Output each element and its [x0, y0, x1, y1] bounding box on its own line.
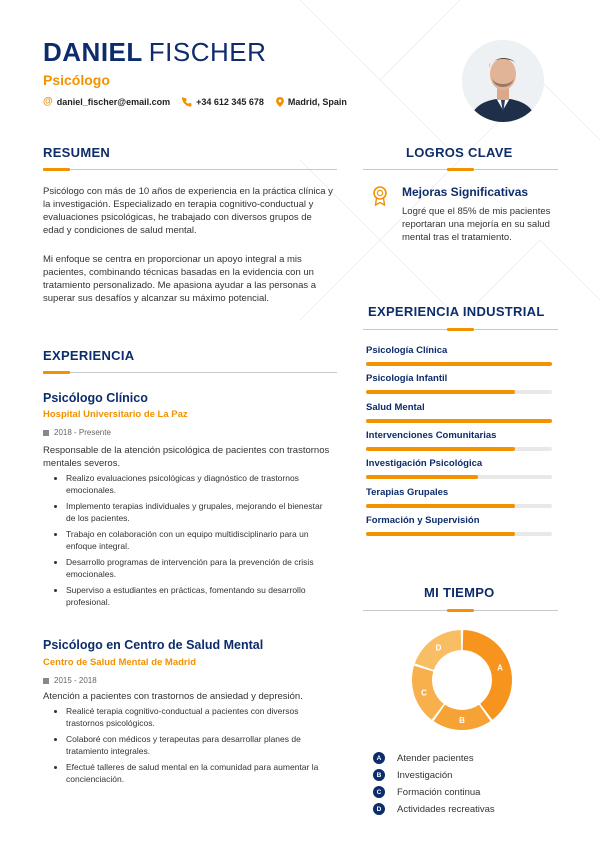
summary-heading: RESUMEN	[43, 145, 111, 160]
legend-label: Actividades recreativas	[397, 803, 495, 815]
skill-bar-track	[366, 362, 552, 366]
skill-bar-track	[366, 504, 552, 508]
legend-label: Formación continua	[397, 786, 481, 798]
job-bullet: Superviso a estudiantes en prácticas, fomentando su desarrollo profesional.	[52, 585, 332, 608]
skill-bar-fill	[366, 390, 515, 394]
job-2-bullets	[52, 706, 332, 790]
calendar-icon	[43, 678, 49, 684]
achievements-accent	[447, 168, 474, 171]
phone-text: +34 612 345 678	[196, 96, 264, 107]
legend-marker: A	[373, 752, 385, 764]
donut-label: A	[497, 663, 503, 673]
first-name: DANIEL	[43, 37, 143, 67]
legend-item	[373, 752, 474, 764]
donut-slice-a	[463, 630, 512, 720]
job-bullet: Realicé terapia cognitivo-conductual a pacientes con diversos trastornos psicológicos.	[52, 706, 332, 729]
skill-label: Psicología Clínica	[366, 345, 448, 356]
job-2-dates	[43, 676, 97, 685]
location-text: Madrid, Spain	[287, 96, 347, 107]
job-2-title: Psicólogo en Centro de Salud Mental	[43, 638, 264, 652]
skill-bar-fill	[366, 419, 552, 423]
donut-slice-c	[412, 666, 444, 720]
skill-bar-fill	[366, 447, 515, 451]
calendar-icon	[43, 430, 49, 436]
contact-phone[interactable]	[182, 97, 264, 107]
donut-label: D	[435, 643, 442, 653]
skill-item	[366, 515, 552, 536]
skill-label: Terapias Grupales	[366, 486, 449, 498]
full-name	[43, 36, 443, 68]
job-1-dates-text: 2018 - Presente	[54, 428, 111, 437]
achievement-title: Mejoras Significativas	[402, 185, 529, 199]
skill-bar-track	[366, 447, 552, 451]
legend-label: Atender pacientes	[397, 752, 474, 764]
skill-item	[366, 345, 552, 366]
time-heading: MI TIEMPO	[424, 585, 495, 600]
medal-icon	[372, 186, 388, 206]
job-1-dates	[43, 428, 111, 437]
profile-photo	[462, 40, 544, 122]
phone-icon	[182, 97, 192, 107]
achievement-text: Logré que el 85% de mis pacientes reportaran una mejoría en su salud mental tras el tratamiento.	[402, 206, 551, 243]
legend-item	[373, 769, 452, 781]
skill-bar-fill	[366, 504, 515, 508]
contact-email[interactable]	[43, 96, 170, 107]
summary-divider	[43, 169, 337, 170]
last-name: FISCHER	[148, 37, 267, 67]
legend-marker: D	[373, 803, 385, 815]
skill-bar-fill	[366, 362, 552, 366]
experience-heading: EXPERIENCIA	[43, 348, 135, 363]
summary-paragraph-2: Mi enfoque se centra en proporcionar un apoyo integral a mis pacientes, combinando técnicas basadas en la evidencia con un tratamiento personalizado. Me apasiona ayudar a las personas a superar sus desafíos y alcanzar su máximo potencial.	[43, 254, 317, 304]
time-donut-chart	[397, 615, 527, 745]
summary-paragraph-1: Psicólogo con más de 10 años de experiencia en la práctica clínica y la investigación. Especializado en terapia cognitivo-conductual y evaluaciones psicológicas, he trabajado con diversos grupos de edad y condiciones de salud mental.	[43, 186, 333, 236]
job-bullet: Implemento terapias individuales y grupales, mejorando el bienestar de los pacientes.	[52, 501, 332, 524]
job-bullet: Colaboré con médicos y terapeutas para desarrollar planes de tratamiento integrales.	[52, 734, 332, 757]
skill-label: Salud Mental	[366, 401, 425, 413]
skills-heading: EXPERIENCIA INDUSTRIAL	[368, 304, 545, 319]
skills-accent	[447, 328, 474, 331]
skill-item	[366, 402, 552, 423]
summary-accent	[43, 168, 70, 171]
job-bullet: Efectué talleres de salud mental en la comunidad para aumentar la concienciación.	[52, 762, 332, 785]
job-1-bullets	[52, 473, 332, 613]
experience-accent	[43, 371, 70, 374]
job-bullet: Realizo evaluaciones psicológicas y diagnóstico de trastornos emocionales.	[52, 473, 332, 496]
job-bullet: Trabajo en colaboración con un equipo multidisciplinario para un enfoque integral.	[52, 529, 332, 552]
job-1-title: Psicólogo Clínico	[43, 391, 148, 405]
donut-label: B	[459, 716, 465, 725]
legend-marker: C	[373, 786, 385, 798]
experience-divider	[43, 372, 337, 373]
legend-marker: B	[373, 769, 385, 781]
skill-bar-track	[366, 475, 552, 479]
skill-item	[366, 487, 552, 508]
job-bullet: Desarrollo programas de intervención para la prevención de crisis emocionales.	[52, 557, 332, 580]
legend-item	[373, 803, 495, 815]
skill-bar-track	[366, 532, 552, 536]
skill-label: Investigación Psicológica	[366, 458, 483, 470]
time-accent	[447, 609, 474, 612]
skill-item	[366, 430, 552, 451]
skill-bar-fill	[366, 532, 515, 536]
job-2-dates-text: 2015 - 2018	[54, 676, 97, 685]
contact-location	[276, 97, 347, 107]
job-1-company: Hospital Universitario de La Paz	[43, 409, 188, 420]
skill-label: Intervenciones Comunitarias	[366, 429, 497, 441]
skill-item	[366, 373, 552, 394]
location-pin-icon	[276, 97, 284, 107]
skill-label: Psicología Infantil	[366, 373, 448, 385]
job-1-description: Responsable de la atención psicológica de pacientes con trastornos mentales severos.	[43, 445, 330, 469]
resume-header	[43, 36, 443, 107]
skill-label: Formación y Supervisión	[366, 514, 480, 526]
skill-item	[366, 458, 552, 479]
achievements-heading: LOGROS CLAVE	[406, 145, 513, 160]
legend-label: Investigación	[397, 769, 453, 781]
at-icon: @	[43, 96, 53, 107]
skill-bar-track	[366, 419, 552, 423]
contact-info	[43, 96, 443, 107]
legend-item	[373, 786, 480, 798]
donut-label: C	[421, 688, 427, 698]
skill-bar-track	[366, 390, 552, 394]
job-2-description: Atención a pacientes con trastornos de ansiedad y depresión.	[43, 691, 303, 702]
job-role: Psicólogo	[43, 72, 110, 88]
skill-bar-fill	[366, 475, 478, 479]
email-text: daniel_fischer@email.com	[56, 96, 171, 107]
job-2-company: Centro de Salud Mental de Madrid	[43, 657, 197, 668]
